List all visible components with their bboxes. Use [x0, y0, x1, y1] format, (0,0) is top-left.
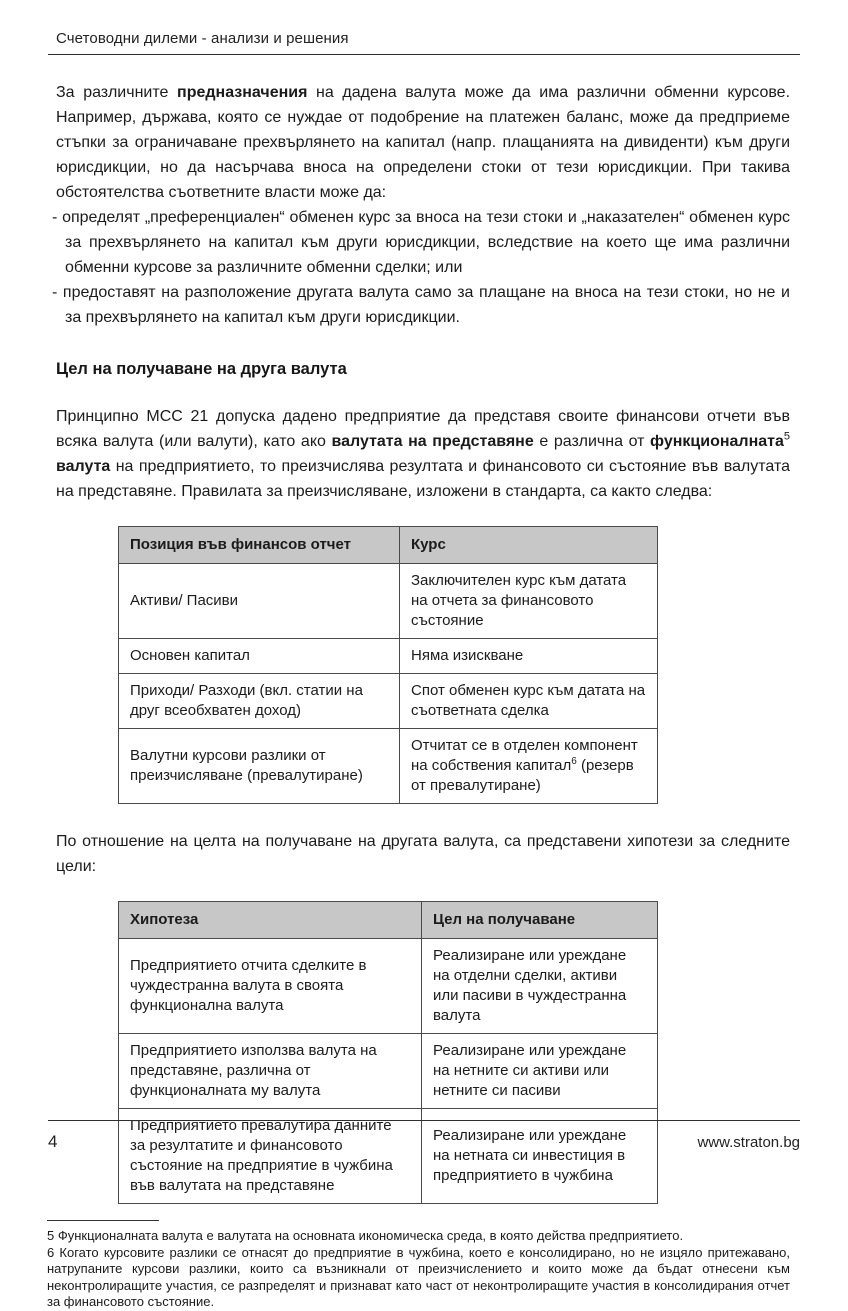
table-cell: Приходи/ Разходи (вкл. статии на друг всеобхватен доход): [119, 674, 400, 729]
column-header-purpose: Цел на получаване: [422, 902, 658, 939]
column-header-hypothesis: Хипотеза: [119, 902, 422, 939]
bold-term: предназначения: [177, 84, 308, 101]
table-body: [119, 564, 658, 804]
header-rule: [48, 54, 800, 55]
table-body: [119, 939, 658, 1204]
running-header-title: Счетоводни дилеми - анализи и решения: [56, 30, 349, 47]
table-cell: Реализиране или уреждане на нетните си активи или нетните си пасиви: [422, 1034, 658, 1109]
page-number: 4: [48, 1132, 58, 1151]
table-row: [119, 639, 658, 674]
hypotheses-table: [118, 901, 658, 1204]
website-url: www.straton.bg: [697, 1134, 800, 1151]
footnote-separator-rule: [47, 1220, 159, 1221]
translation-rules-table: [118, 526, 658, 804]
table-header-row: [119, 902, 658, 939]
paragraph-hypotheses-intro: По отношение на целта на получаване на другата валута, са представени хипотези за следните цели:: [56, 833, 790, 875]
bold-term: валутата на представяне: [331, 433, 534, 450]
table-cell: Предприятието използва валута на представяне, различна от функционалната му валута: [119, 1034, 422, 1109]
table-cell: Заключителен курс към датата на отчета за финансовото състояние: [400, 564, 658, 639]
bullet-list: [52, 205, 790, 330]
bold-term: валута: [56, 458, 111, 475]
footnote-ref-6: 6: [571, 756, 577, 767]
section-heading: Цел на получаване на друга валута: [56, 360, 347, 378]
table-row: [119, 729, 658, 804]
column-header-position: Позиция във финансов отчет: [119, 527, 400, 564]
paragraph-ias21: [56, 404, 790, 504]
footnote-ref-5: 5: [783, 430, 790, 443]
table-cell: Основен капитал: [119, 639, 400, 674]
table-row: [119, 564, 658, 639]
cell-text: (резерв от превалутиране): [411, 757, 634, 794]
table-cell: Валутни курсови разлики от преизчисляване (превалутиране): [119, 729, 400, 804]
table-cell: Предприятието превалутира данните за резултатите и финансовото състояние на предприятие в чужбина във валутата на представяне: [119, 1109, 422, 1204]
table-cell: Активи/ Пасиви: [119, 564, 400, 639]
table-row: [119, 1034, 658, 1109]
table-cell: Няма изискване: [400, 639, 658, 674]
paragraph-text: на предприятието, то преизчислява резултата и финансовото си състояние във валутата на представяне. Правилата за преизчисляване, изложени в стандарта, са както следва:: [56, 458, 790, 500]
footnote-6: 6 Когато курсовите разлики се отнасят до предприятие в чужбина, което е консолидирано, но не изцяло притежавано, натрупаните курсови разлики, които са възникнали от преизчислението и които може да бъдат отнесени към неконтролиращите участия, се разпределят и признават като част от неконтролиращите участия в консолидирания отчет за финансовото състояние.: [47, 1244, 790, 1309]
table-row: [119, 674, 658, 729]
bold-term: функционалната: [650, 433, 784, 450]
table-cell: Спот обменен курс към датата на съответната сделка: [400, 674, 658, 729]
table-head: [119, 527, 658, 564]
footnote-5: 5 Функционалната валута е валутата на основната икономическа среда, в която действа предприятието.: [47, 1228, 684, 1243]
table-head: [119, 902, 658, 939]
paragraph-currency-purposes: [56, 80, 790, 205]
table-cell: Реализиране или уреждане на нетната си инвестиция в предприятието в чужбина: [422, 1109, 658, 1204]
table-cell: Предприятието отчита сделките в чуждестранна валута в своята функционална валута: [119, 939, 422, 1034]
paragraph-text: Принципно МСС 21 допуска дадено предприятие да представя своите финансови отчети във всяка валута (или валути), като ако: [56, 408, 790, 450]
paragraph-text: За различните: [56, 84, 178, 101]
table-header-row: [119, 527, 658, 564]
table-cell: [400, 729, 658, 804]
page-footer: [48, 1120, 800, 1152]
cell-text: Отчитат се в отделен компонент на собствения капитал: [411, 737, 638, 774]
list-item-preferential-rate: - определят „преференциален“ обменен курс за вноса на тези стоки и „наказателен“ обменен курс за прехвърлянето на капитал към други юрисдикции, вследствие на което ще има различни обменни курсове за различните обменни сделки; или: [52, 209, 790, 276]
footnotes-block: [47, 1220, 790, 1311]
list-item-currency-availability: - предоставят на разположение другата валута само за плащане на вноса на тези стоки, но не и за прехвърлянето на капитал към други юрисдикции.: [52, 284, 790, 326]
column-header-rate: Курс: [400, 527, 658, 564]
paragraph-text: е различна от: [533, 433, 651, 450]
table-row: [119, 939, 658, 1034]
table-cell: Реализиране или уреждане на отделни сделки, активи или пасиви в чуждестранна валута: [422, 939, 658, 1034]
paragraph-text: на дадена валута може да има различни обменни курсове. Например, държава, която се нуждае от подобрение на платежен баланс, може да предприеме стъпки за ограничаване прехвърлянето на капитал (напр. плащанията на дивиденти) към други юрисдикции, но да насърчава вноса на определени стоки от тези юрисдикции. При такива обстоятелства съответните власти може да:: [56, 84, 791, 201]
